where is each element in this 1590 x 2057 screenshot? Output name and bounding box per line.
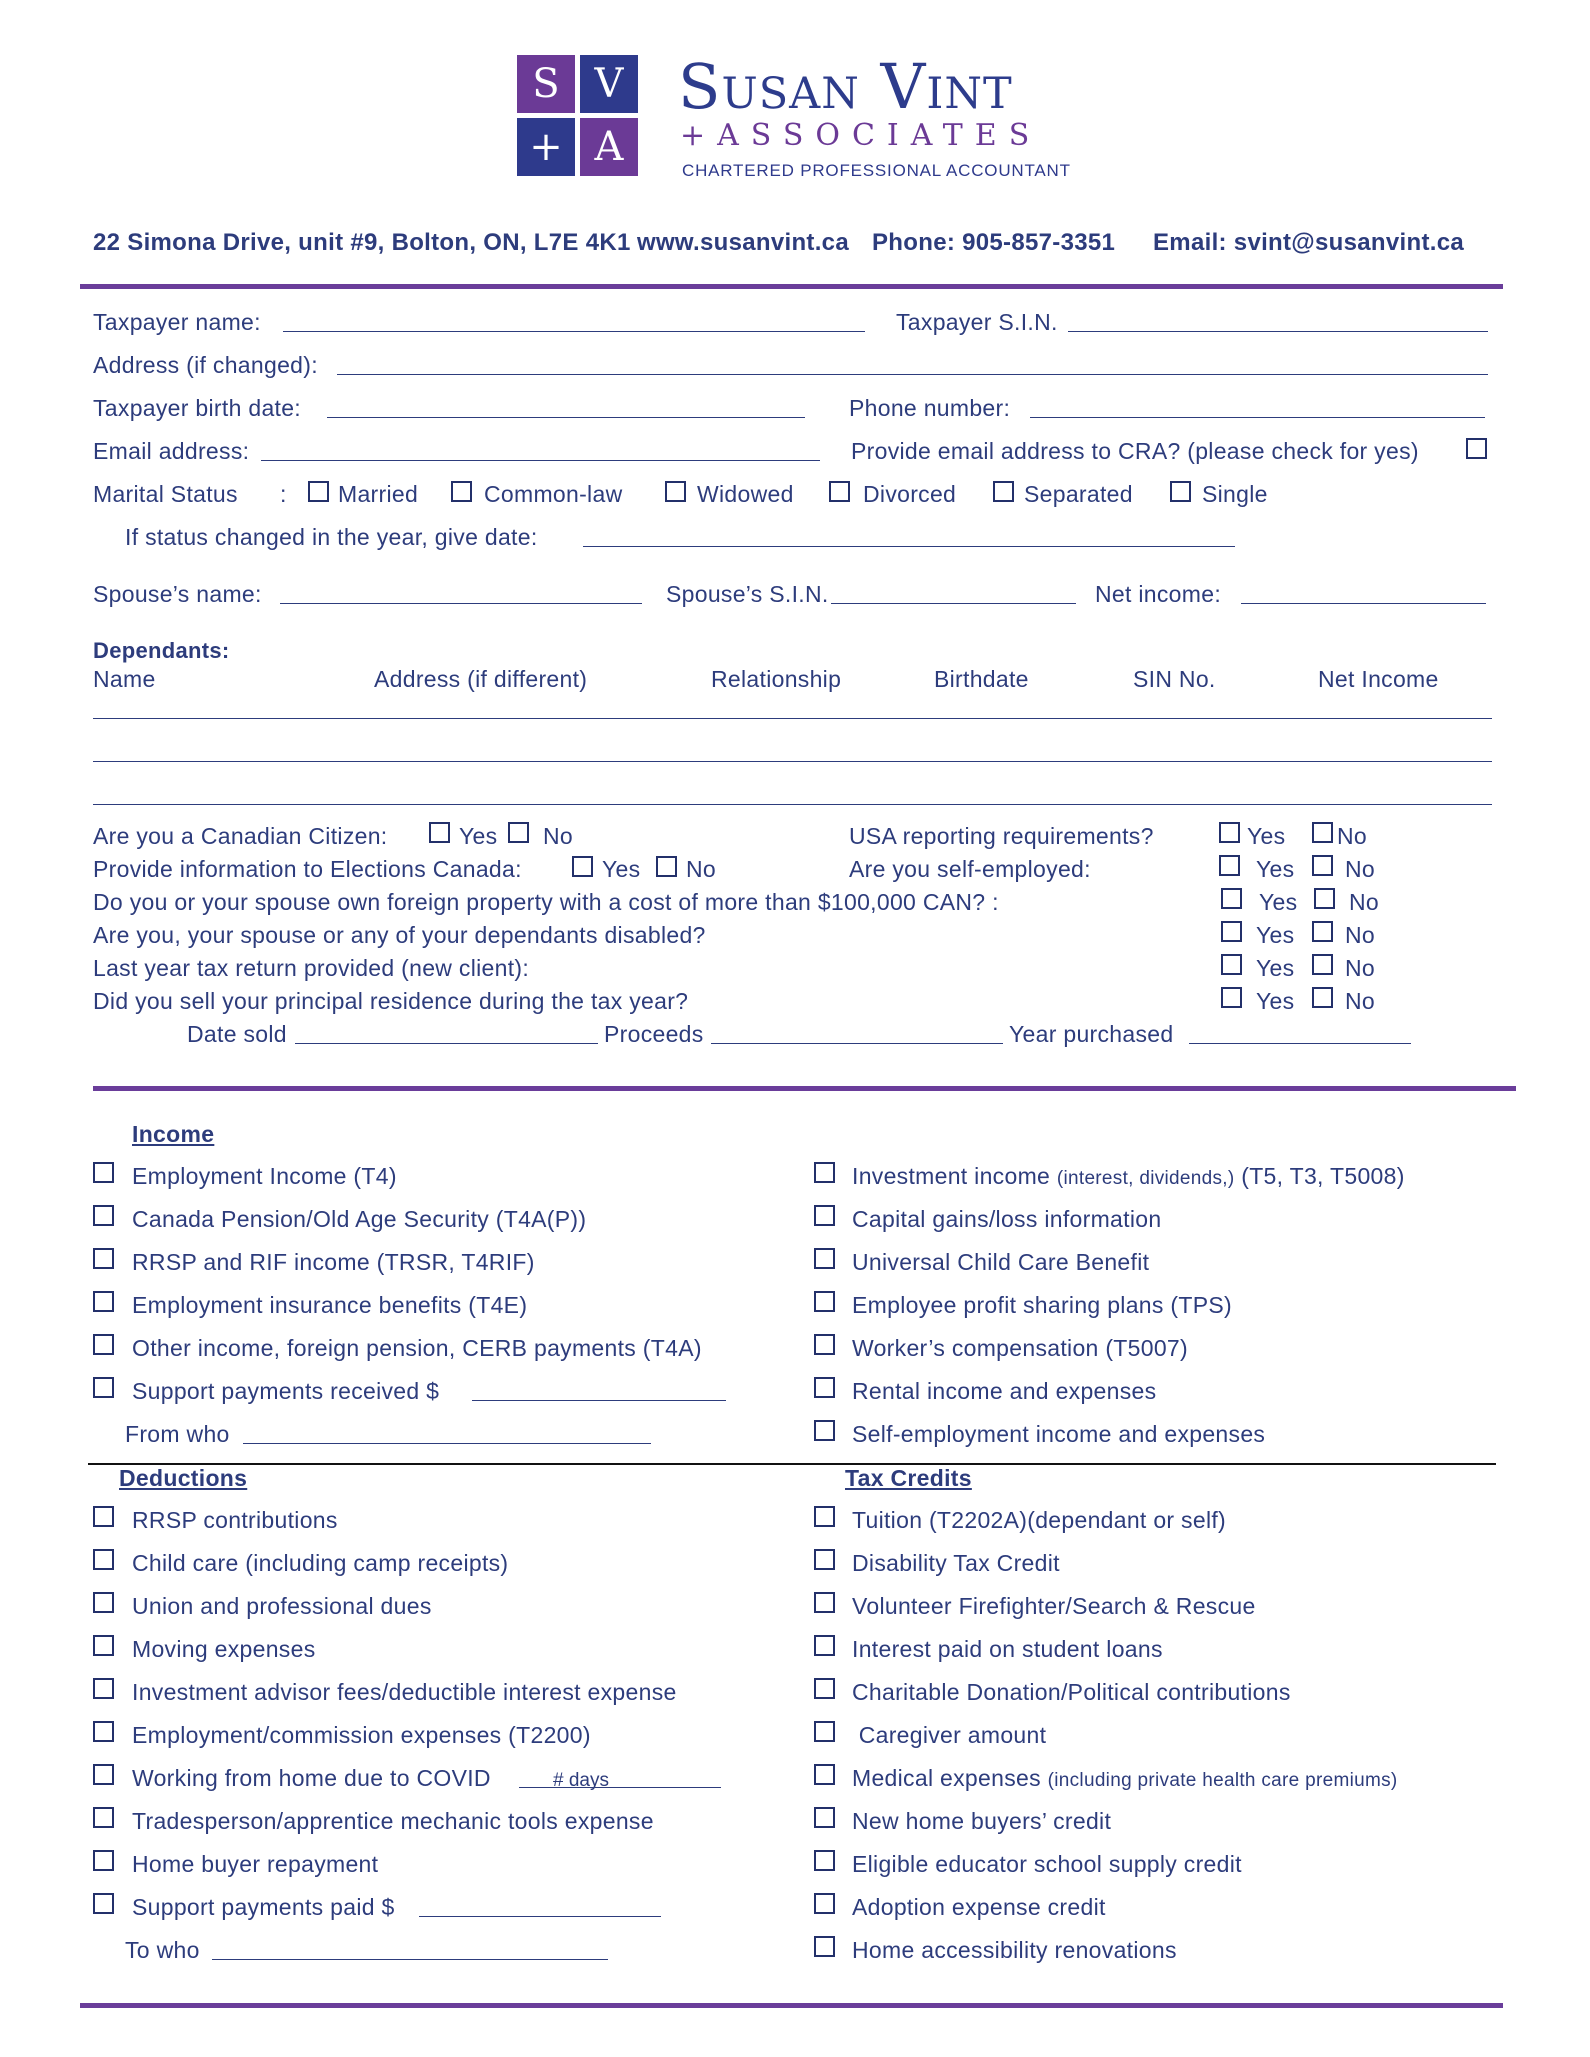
deduction-home-buyer-repayment-label: Home buyer repayment [132, 1851, 379, 1877]
logo-associates: +ASSOCIATES [680, 118, 1042, 153]
credit-home-accessibility-checkbox[interactable] [814, 1936, 835, 1957]
credit-firefighter-label: Volunteer Firefighter/Search & Rescue [852, 1593, 1256, 1619]
foreign-property-yes-checkbox[interactable] [1221, 888, 1242, 909]
married-label: Married [338, 481, 419, 507]
cra-email-label: Provide email address to CRA? (please check for yes) [851, 438, 1419, 464]
usa-no-checkbox[interactable] [1312, 822, 1333, 843]
widowed-label: Widowed [697, 481, 794, 507]
section-divider [93, 1086, 1516, 1091]
credit-medical-checkbox[interactable] [814, 1764, 835, 1785]
usa-yes-label: Yes [1247, 823, 1286, 849]
header-divider [80, 284, 1503, 289]
income-self-employment-label: Self-employment income and expenses [852, 1421, 1266, 1447]
income-investment-note: (interest, dividends,) [1056, 1168, 1235, 1189]
footer-divider [80, 2003, 1503, 2008]
disabled-no-checkbox[interactable] [1312, 921, 1333, 942]
last-year-yes-label: Yes [1256, 955, 1295, 981]
logo-tile-a: A [580, 118, 638, 176]
to-who-label: To who [125, 1937, 200, 1963]
deduction-moving-checkbox[interactable] [93, 1635, 114, 1656]
deduction-support-paid-label: Support payments paid $ [132, 1894, 395, 1920]
elections-yes-label: Yes [602, 856, 641, 882]
date-sold-label: Date sold [187, 1021, 287, 1047]
dependants-col-net-income: Net Income [1318, 666, 1439, 692]
elections-no-checkbox[interactable] [656, 856, 677, 877]
income-uccb-label: Universal Child Care Benefit [852, 1249, 1150, 1275]
deduction-union-dues-label: Union and professional dues [132, 1593, 432, 1619]
self-employed-yes-checkbox[interactable] [1219, 855, 1240, 876]
spouse-name-field[interactable] [280, 603, 642, 604]
income-self-employment-checkbox[interactable] [814, 1420, 835, 1441]
deduction-employment-expenses-label: Employment/commission expenses (T2200) [132, 1722, 591, 1748]
contact-email[interactable]: Email: svint@susanvint.ca [1153, 229, 1465, 256]
credit-home-accessibility-label: Home accessibility renovations [852, 1937, 1177, 1963]
phone-number-field[interactable] [1030, 417, 1485, 418]
credit-tuition-checkbox[interactable] [814, 1506, 835, 1527]
contact-website[interactable]: www.susanvint.ca [637, 229, 849, 256]
birth-date-field[interactable] [327, 417, 805, 418]
income-investment-label: Investment income [852, 1163, 1051, 1189]
deduction-employment-expenses-checkbox[interactable] [93, 1721, 114, 1742]
income-capital-gains-label: Capital gains/loss information [852, 1206, 1162, 1232]
divorced-label: Divorced [863, 481, 957, 507]
elections-question: Provide information to Elections Canada: [93, 856, 522, 882]
cra-email-checkbox[interactable] [1466, 438, 1487, 459]
address-field[interactable] [337, 374, 1488, 375]
dependants-col-name: Name [93, 666, 156, 692]
credit-student-loans-label: Interest paid on student loans [852, 1636, 1163, 1662]
deduction-union-dues-checkbox[interactable] [93, 1592, 114, 1613]
dependants-col-relationship: Relationship [711, 666, 842, 692]
income-capital-gains-checkbox[interactable] [814, 1205, 835, 1226]
income-investment-text [852, 1163, 1405, 1190]
contact-phone: Phone: 905-857-3351 [872, 229, 1116, 256]
credit-home-buyers-label: New home buyers’ credit [852, 1808, 1112, 1834]
days-hint: # days [553, 1770, 609, 1791]
separated-checkbox[interactable] [993, 481, 1014, 502]
disabled-yes-checkbox[interactable] [1221, 921, 1242, 942]
deductions-title: Deductions [119, 1465, 248, 1491]
income-workers-comp-checkbox[interactable] [814, 1334, 835, 1355]
last-year-no-checkbox[interactable] [1312, 954, 1333, 975]
income-rrsp-rif-checkbox[interactable] [93, 1248, 114, 1269]
dependants-col-sin: SIN No. [1133, 666, 1216, 692]
status-change-date-field[interactable] [583, 546, 1235, 547]
deduction-tools-checkbox[interactable] [93, 1807, 114, 1828]
usa-no-label: No [1337, 823, 1368, 849]
citizen-question: Are you a Canadian Citizen: [93, 823, 388, 849]
deduction-support-paid-checkbox[interactable] [93, 1893, 114, 1914]
status-change-label: If status changed in the year, give date: [125, 524, 538, 550]
income-support-received-label: Support payments received $ [132, 1378, 440, 1404]
income-rental-label: Rental income and expenses [852, 1378, 1157, 1404]
common-law-checkbox[interactable] [451, 481, 472, 502]
address-label: Address (if changed): [93, 352, 318, 378]
spouse-net-income-label: Net income: [1095, 581, 1222, 607]
tax-credits-title: Tax Credits [845, 1465, 972, 1491]
income-investment-checkbox[interactable] [814, 1162, 835, 1183]
proceeds-field[interactable] [711, 1043, 1003, 1044]
deduction-investment-fees-label: Investment advisor fees/deductible interest expense [132, 1679, 677, 1705]
income-rental-checkbox[interactable] [814, 1377, 835, 1398]
email-address-field[interactable] [261, 460, 820, 461]
dependants-col-address: Address (if different) [374, 666, 588, 692]
taxpayer-sin-field[interactable] [1068, 331, 1488, 332]
dependants-title: Dependants: [93, 638, 230, 663]
citizen-no-label: No [543, 823, 574, 849]
foreign-property-yes-label: Yes [1259, 889, 1298, 915]
credit-firefighter-checkbox[interactable] [814, 1592, 835, 1613]
credit-charitable-label: Charitable Donation/Political contributions [852, 1679, 1291, 1705]
income-other-checkbox[interactable] [93, 1334, 114, 1355]
residence-yes-label: Yes [1256, 988, 1295, 1014]
common-law-label: Common-law [484, 481, 623, 507]
year-purchased-label: Year purchased [1009, 1021, 1174, 1047]
from-who-label: From who [125, 1421, 230, 1447]
deduction-child-care-checkbox[interactable] [93, 1549, 114, 1570]
foreign-property-no-checkbox[interactable] [1314, 888, 1335, 909]
last-year-return-question: Last year tax return provided (new client): [93, 955, 530, 981]
logo-name: Susan Vint [678, 50, 1013, 123]
deduction-investment-fees-checkbox[interactable] [93, 1678, 114, 1699]
deduction-rrsp-checkbox[interactable] [93, 1506, 114, 1527]
deduction-child-care-label: Child care (including camp receipts) [132, 1550, 509, 1576]
elections-yes-checkbox[interactable] [572, 856, 593, 877]
credit-medical-note: (including private health care premiums) [1047, 1770, 1398, 1791]
credit-charitable-checkbox[interactable] [814, 1678, 835, 1699]
principal-residence-question: Did you sell your principal residence during the tax year? [93, 988, 689, 1014]
credit-adoption-checkbox[interactable] [814, 1893, 835, 1914]
citizen-yes-checkbox[interactable] [429, 822, 450, 843]
single-checkbox[interactable] [1170, 481, 1191, 502]
credit-adoption-label: Adoption expense credit [852, 1894, 1106, 1920]
income-ei-label: Employment insurance benefits (T4E) [132, 1292, 528, 1318]
self-employed-yes-label: Yes [1256, 856, 1295, 882]
phone-number-label: Phone number: [849, 395, 1011, 421]
email-address-label: Email address: [93, 438, 250, 464]
usa-reporting-question: USA reporting requirements? [849, 823, 1154, 849]
credit-caregiver-checkbox[interactable] [814, 1721, 835, 1742]
income-investment-forms: (T5, T3, T5008) [1241, 1163, 1405, 1189]
logo-subtitle: CHARTERED PROFESSIONAL ACCOUNTANT [682, 161, 1071, 180]
dependant-row-1[interactable] [93, 718, 1492, 719]
income-other-label: Other income, foreign pension, CERB payments (T4A) [132, 1335, 702, 1361]
residence-no-label: No [1345, 988, 1376, 1014]
proceeds-label: Proceeds [604, 1021, 704, 1047]
income-profit-sharing-checkbox[interactable] [814, 1291, 835, 1312]
income-employment-label: Employment Income (T4) [132, 1163, 397, 1189]
spouse-sin-label: Spouse’s S.I.N. [666, 581, 829, 607]
date-sold-field[interactable] [295, 1043, 598, 1044]
marital-status-colon: : [280, 481, 287, 507]
income-employment-checkbox[interactable] [93, 1162, 114, 1183]
spouse-sin-field[interactable] [831, 603, 1076, 604]
support-received-amount-field[interactable] [472, 1400, 726, 1401]
credit-educator-checkbox[interactable] [814, 1850, 835, 1871]
income-uccb-checkbox[interactable] [814, 1248, 835, 1269]
credit-tuition-label: Tuition (T2202A)(dependant or self) [852, 1507, 1227, 1533]
credit-student-loans-checkbox[interactable] [814, 1635, 835, 1656]
income-profit-sharing-label: Employee profit sharing plans (TPS) [852, 1292, 1232, 1318]
deduction-home-buyer-repayment-checkbox[interactable] [93, 1850, 114, 1871]
birth-date-label: Taxpayer birth date: [93, 395, 302, 421]
marital-status-label: Marital Status [93, 481, 238, 507]
income-title: Income [132, 1121, 215, 1147]
credit-home-buyers-checkbox[interactable] [814, 1807, 835, 1828]
logo-tile-s: S [517, 55, 575, 113]
disabled-no-label: No [1345, 922, 1376, 948]
disabled-question: Are you, your spouse or any of your dependants disabled? [93, 922, 706, 948]
year-purchased-field[interactable] [1189, 1043, 1411, 1044]
married-checkbox[interactable] [308, 481, 329, 502]
credit-medical-label: Medical expenses [852, 1765, 1041, 1791]
citizen-no-checkbox[interactable] [508, 822, 529, 843]
disabled-yes-label: Yes [1256, 922, 1295, 948]
citizen-yes-label: Yes [459, 823, 498, 849]
work-from-home-days-field[interactable] [519, 1787, 721, 1788]
last-year-yes-checkbox[interactable] [1221, 954, 1242, 975]
deduction-work-from-home-checkbox[interactable] [93, 1764, 114, 1785]
taxpayer-name-field[interactable] [283, 331, 865, 332]
income-workers-comp-label: Worker’s compensation (T5007) [852, 1335, 1188, 1361]
widowed-checkbox[interactable] [665, 481, 686, 502]
deduction-rrsp-label: RRSP contributions [132, 1507, 338, 1533]
spouse-net-income-field[interactable] [1241, 603, 1486, 604]
usa-yes-checkbox[interactable] [1219, 822, 1240, 843]
income-support-received-checkbox[interactable] [93, 1377, 114, 1398]
deduction-tools-label: Tradesperson/apprentice mechanic tools expense [132, 1808, 654, 1834]
residence-no-checkbox[interactable] [1312, 987, 1333, 1008]
credit-medical-text [852, 1765, 1398, 1792]
self-employed-question: Are you self-employed: [849, 856, 1091, 882]
divorced-checkbox[interactable] [829, 481, 850, 502]
to-who-field[interactable] [212, 1959, 608, 1960]
from-who-field[interactable] [243, 1443, 651, 1444]
spouse-name-label: Spouse’s name: [93, 581, 262, 607]
logo-tile-v: V [580, 55, 638, 113]
last-year-no-label: No [1345, 955, 1376, 981]
credit-educator-label: Eligible educator school supply credit [852, 1851, 1242, 1877]
dependants-col-birthdate: Birthdate [934, 666, 1029, 692]
taxpayer-name-label: Taxpayer name: [93, 309, 261, 335]
credit-disability-checkbox[interactable] [814, 1549, 835, 1570]
income-cpp-oas-checkbox[interactable] [93, 1205, 114, 1226]
elections-no-label: No [686, 856, 717, 882]
deduction-work-from-home-label: Working from home due to COVID [132, 1765, 491, 1791]
support-paid-amount-field[interactable] [419, 1916, 661, 1917]
dependant-row-3[interactable] [93, 804, 1492, 805]
income-ei-checkbox[interactable] [93, 1291, 114, 1312]
credit-caregiver-label: Caregiver amount [852, 1722, 1047, 1748]
income-divider [88, 1463, 1496, 1465]
income-rrsp-rif-label: RRSP and RIF income (TRSR, T4RIF) [132, 1249, 535, 1275]
foreign-property-question: Do you or your spouse own foreign property with a cost of more than $100,000 CAN? : [93, 889, 999, 915]
taxpayer-sin-label: Taxpayer S.I.N. [896, 309, 1058, 335]
self-employed-no-checkbox[interactable] [1312, 855, 1333, 876]
income-cpp-oas-label: Canada Pension/Old Age Security (T4A(P)) [132, 1206, 587, 1232]
contact-address: 22 Simona Drive, unit #9, Bolton, ON, L7E 4K1 [93, 229, 631, 256]
separated-label: Separated [1024, 481, 1133, 507]
residence-yes-checkbox[interactable] [1221, 987, 1242, 1008]
foreign-property-no-label: No [1349, 889, 1380, 915]
dependant-row-2[interactable] [93, 761, 1492, 762]
self-employed-no-label: No [1345, 856, 1376, 882]
single-label: Single [1202, 481, 1268, 507]
credit-disability-label: Disability Tax Credit [852, 1550, 1060, 1576]
logo-tile-plus: + [517, 118, 575, 176]
deduction-moving-label: Moving expenses [132, 1636, 316, 1662]
